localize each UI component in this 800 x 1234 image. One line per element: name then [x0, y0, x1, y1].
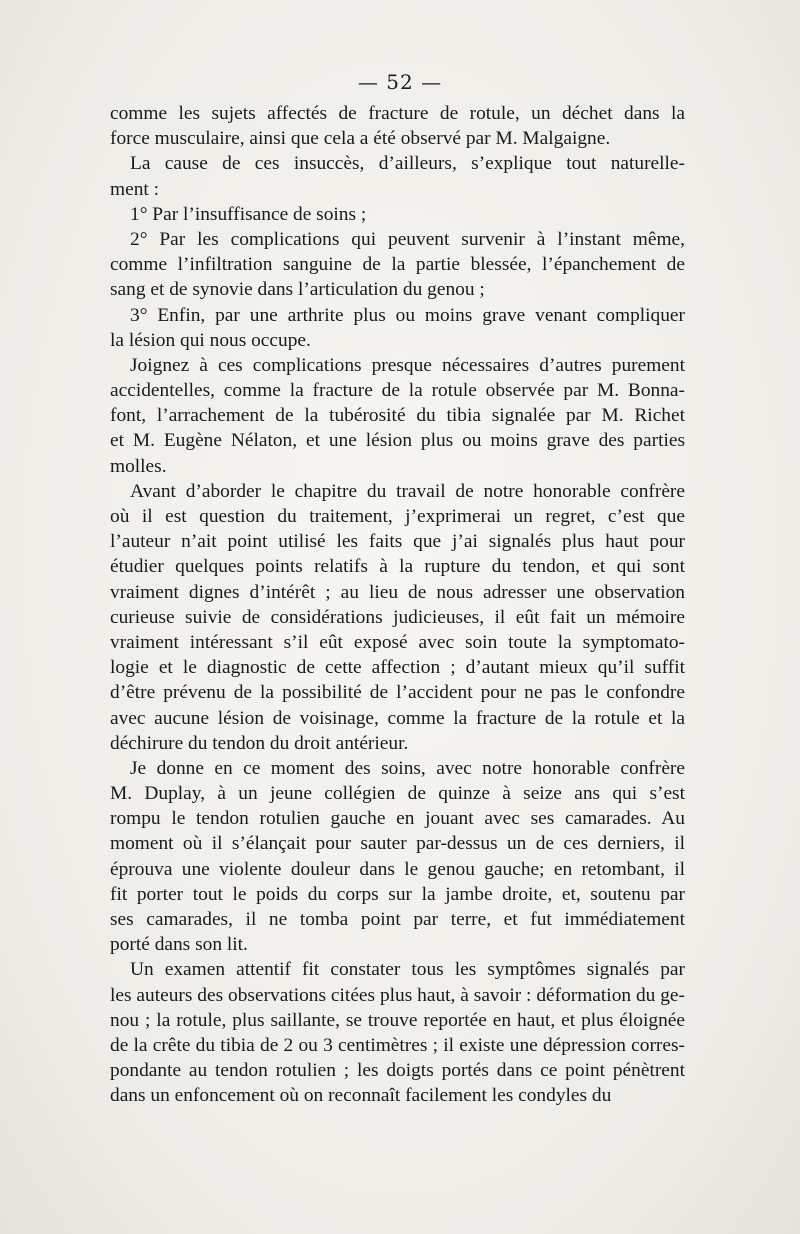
paragraph: [110, 151, 685, 201]
text-line: les auteurs des observations citées plus haut, à savoir : déformation du ge-: [110, 984, 685, 1006]
text-line: comme l’infiltration sanguine de la partie blessée, l’épanchement de: [110, 254, 685, 276]
paragraph: [110, 303, 685, 353]
text-line: molles.: [110, 455, 167, 477]
text-line: déchirure du tendon du droit antérieur.: [110, 732, 409, 754]
text-line: curieuse suivie de considérations judicieuses, il eût fait un mémoire: [110, 606, 685, 628]
text-line: et M. Eugène Nélaton, et une lésion plus ou moins grave des parties: [110, 430, 685, 452]
text-line: force musculaire, ainsi que cela a été observé par M. Malgaigne.: [110, 128, 611, 150]
text-line: pondante au tendon rotulien ; les doigts portés dans ce point pénètrent: [110, 1060, 685, 1082]
paragraph: [110, 202, 685, 227]
text-line: l’auteur n’ait point utilisé les faits que j’ai signalés plus haut pour: [110, 531, 685, 553]
text-line: la lésion qui nous occupe.: [110, 329, 311, 351]
paragraph: [110, 227, 685, 303]
text-line: vraiment dignes d’intérêt ; au lieu de nous adresser une observation: [110, 581, 685, 603]
text-line: vraiment intéressant s’il eût exposé avec soin toute la symptomato-: [110, 631, 685, 653]
text-line: de la crête du tibia de 2 ou 3 centimètres ; il existe une dépression corres-: [110, 1034, 685, 1056]
text-line: 3° Enfin, par une arthrite plus ou moins grave venant compliquer: [130, 304, 685, 326]
paragraph: [110, 353, 685, 479]
text-line: Avant d’aborder le chapitre du travail de notre honorable confrère: [130, 480, 685, 502]
text-line: accidentelles, comme la fracture de la rotule observée par M. Bonna-: [110, 380, 685, 402]
text-line: font, l’arrachement de la tubérosité du tibia signalée par M. Richet: [110, 405, 685, 427]
paragraph: [110, 756, 685, 958]
paragraph: [110, 479, 685, 756]
text-line: Je donne en ce moment des soins, avec notre honorable confrère: [130, 757, 685, 779]
text-line: ment :: [110, 178, 160, 200]
text-line: sang et de synovie dans l’articulation du genou ;: [110, 279, 485, 301]
text-line: porté dans son lit.: [110, 934, 248, 956]
paragraph: [110, 101, 685, 151]
text-line: nou ; la rotule, plus saillante, se trouve reportée en haut, et plus éloignée: [110, 1009, 685, 1031]
page-number: — 52 —: [357, 70, 443, 94]
text-line: logie et le diagnostic de cette affection ; d’autant mieux qu’il suffit: [110, 657, 685, 679]
text-line: Joignez à ces complications presque nécessaires d’autres purement: [130, 354, 685, 376]
text-line: avec aucune lésion de voisinage, comme la fracture de la rotule et la: [110, 707, 685, 729]
text-line: fit porter tout le poids du corps sur la jambe droite, et, soutenu par: [110, 883, 685, 905]
text-line: dans un enfoncement où on reconnaît facilement les condyles du: [110, 1085, 612, 1107]
text-line: éprouva une violente douleur dans le genou gauche; en retombant, il: [110, 858, 685, 880]
text-line: 2° Par les complications qui peuvent survenir à l’instant même,: [130, 228, 685, 250]
text-line: moment où il s’élançait pour sauter par-dessus un de ces derniers, il: [110, 833, 685, 855]
text-line: étudier quelques points relatifs à la rupture du tendon, et qui sont: [110, 556, 685, 578]
text-line: ses camarades, il ne tomba point par terre, et fut immédiatement: [110, 909, 685, 930]
text-line: M. Duplay, à un jeune collégien de quinze à seize ans qui s’est: [110, 783, 685, 805]
body-text: [110, 101, 685, 1109]
text-line: comme les sujets affectés de fracture de rotule, un déchet dans la: [110, 103, 685, 124]
text-line: 1° Par l’insuffisance de soins ;: [130, 203, 367, 225]
text-line: rompu le tendon rotulien gauche en jouant avec ses camarades. Au: [110, 808, 685, 830]
text-line: d’être prévenu de la possibilité de l’accident pour ne pas le confondre: [110, 682, 685, 704]
paragraph: [110, 957, 685, 1108]
text-line: La cause de ces insuccès, d’ailleurs, s’explique tout naturelle-: [130, 153, 685, 175]
text-line: où il est question du traitement, j’exprimerai un regret, c’est que: [110, 506, 685, 527]
text-line: Un examen attentif fit constater tous les symptômes signalés par: [130, 959, 685, 981]
